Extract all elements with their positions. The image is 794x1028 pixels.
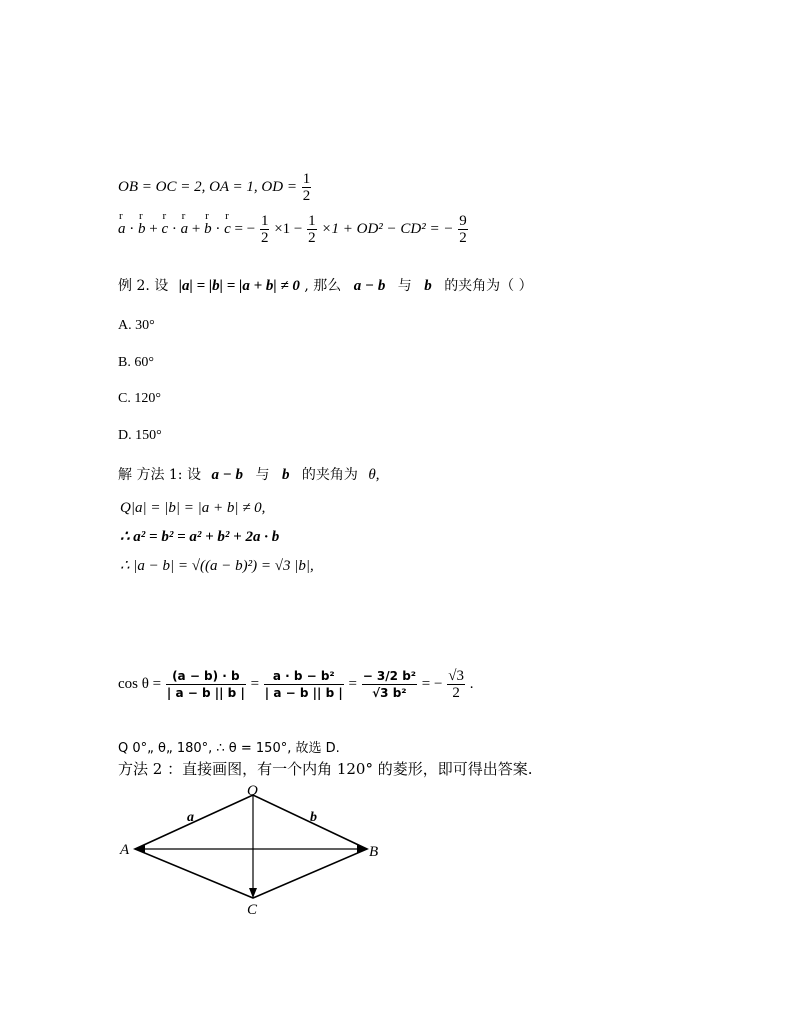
equals-sign: = [348,675,357,692]
equation-line-1 [118,171,312,204]
fraction-numerator: − 3/2 b² [362,669,417,683]
label-o: O [247,783,258,799]
dot-operator: · [129,220,135,237]
rhombus-diagram [110,778,410,920]
fraction-denominator: 2 [452,685,460,701]
solution-step-3: ∴ |a − b| = √((a − b)²) = √3 |b|, [120,558,314,574]
cos-theta-equation [118,668,473,701]
fraction-numerator: a · b − b² [264,668,344,685]
fraction-denominator: 2 [459,230,467,246]
option-c: C. 120° [118,391,161,406]
solution-theta: θ, [368,467,380,483]
cos-lhs: cos θ = [118,675,162,692]
method-2-line: 方法 2 ：直接画图，有一个内角 120° 的菱形，即可得出答案. [118,760,533,778]
dot-operator: · [171,220,177,237]
label-b: B [369,844,379,860]
conclusion-line: Q 0°„ θ„ 180°, ∴ θ = 150°, 故选 D. [118,741,340,756]
label-vector-b: b [310,810,317,825]
solution-title-line [118,464,379,484]
cos-fraction-3 [362,668,417,701]
equation-line-2 [118,213,469,246]
example-vector-2: b [424,278,432,294]
vector-term: r c [161,221,168,238]
fraction-denominator: √3 b² [372,686,407,700]
cos-fraction-2 [264,668,344,701]
fraction-numerator: 1 [302,171,311,187]
solution-step-1: Q|a| = |b| = |a + b| ≠ 0, [120,500,266,516]
fraction-denominator: 2 [260,230,269,246]
vector-term: r a [181,221,189,238]
solution-title: 解 方法 1: 设 [118,467,201,483]
vector-term: r a [118,221,126,238]
period: . [469,675,474,692]
cos-fraction-1 [166,668,246,701]
equals-minus: = − [421,675,443,692]
fraction-denominator: | a − b || b | [264,686,343,700]
plus-operator: + [149,220,158,237]
vector-term: r c [224,221,231,238]
fraction-numerator: √3 [448,668,464,684]
fraction-one-half [302,171,312,204]
fraction-2 [307,213,317,246]
equals-sign: = [250,675,260,692]
label-vector-a: a [187,810,194,825]
example-suffix: 的夹角为（ ） [444,278,533,294]
solution-vector-1: a − b [211,467,244,483]
solution-vector-2: b [281,467,290,483]
fraction-denominator: 2 [308,230,316,246]
example-condition: |a| = |b| = |a + b| ≠ 0 [178,278,300,294]
example-vector-1: a − b [353,278,386,294]
fraction-denominator: 2 [302,188,311,204]
example-mid: , 那么 [304,278,342,294]
od-cd-expression: ×1 + OD² − CD² = − [321,220,454,237]
dot-operator: · [215,220,221,237]
fraction-numerator: 1 [308,213,316,229]
rhombus-outline [135,795,367,898]
fraction-numerator: (a − b) · b [166,668,246,685]
option-a: A. 30° [118,318,155,333]
example-prefix: 例 2. 设 [118,278,169,294]
fraction-numerator: 1 [260,213,269,229]
equation-lhs: OB = OC = 2, OA = 1, OD = [118,178,297,195]
example-2-question [118,275,533,295]
fraction-1 [260,213,270,246]
vector-term: r b [204,221,212,238]
option-d: D. 150° [118,428,162,443]
option-b: B. 60° [118,355,154,370]
fraction-numerator: 9 [459,213,467,229]
label-c: C [247,902,258,918]
solution-yu: 与 [255,467,270,483]
example-yu: 与 [397,278,412,294]
equals-minus: = − [234,220,256,237]
times-minus: ×1 − [274,220,303,237]
cos-fraction-4 [447,668,465,701]
plus-operator: + [191,220,201,237]
fraction-denominator: | a − b || b | [166,686,245,700]
solution-step-2: ∴ a² = b² = a² + b² + 2a · b [120,529,280,545]
label-a: A [120,842,130,858]
solution-tail: 的夹角为 [301,467,358,483]
vector-term: r b [138,221,146,238]
fraction-3 [458,213,468,246]
